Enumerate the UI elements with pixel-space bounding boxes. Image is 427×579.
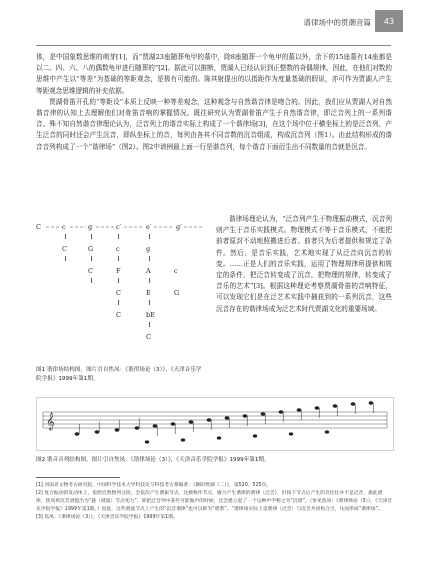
main-text	[36, 52, 392, 153]
staff-svg	[37, 398, 393, 450]
staff-lower-notes	[145, 430, 329, 443]
fig1-top-g: g	[88, 223, 93, 231]
fig1-r4-0: C	[116, 311, 121, 319]
right-paragraph: 谐律场理论认为，“泛音列产生于物理振动模式，沉音列则产生于音乐实践模式。物理模式不等于音乐模式，不能把前者原封不动地照搬进后者。前者只为后者提供和规定了条件。然后，是音乐实践，艺术地实现了从泛音向沉音的转变。……正是人们的音乐实践，运用了物理规律所提供和规定的条件，把泛音转变成了沉音，把物理的规律，转变成了音乐的艺术”[3]。根据这种理论考察贾湖骨笛的音响特征，可以发现它们是在泛艺术实践中捕获到的一系列沉音，这些沉音存在的谐律场成为泛艺术时代贾湖文化的重要场域。	[216, 215, 392, 313]
fig1-r1-0: C	[62, 245, 67, 253]
figure-1-lines	[36, 220, 211, 360]
fig1-r2-3: c	[174, 267, 178, 275]
footnote-1: [1] 河南省文物考古研究院、中国科学技术大学科技史与科技考古系编著：《舞阳贾湖（二）》，第520、525页。	[36, 483, 272, 488]
fig1-r3-0: C	[116, 289, 121, 297]
right-column-text	[216, 214, 392, 315]
fig1-top-g2: g′	[176, 223, 182, 231]
fig1-r5-0: C	[146, 333, 151, 341]
fig1-r3-2: G	[174, 289, 180, 297]
fig1-r1-2: c	[116, 245, 120, 253]
fig1-r2-0: C	[88, 267, 93, 275]
fig1-top-c1: C	[36, 223, 41, 231]
running-title: 谱律场中的贯潮音篇	[303, 18, 371, 27]
fig1-r1-3: g	[146, 245, 151, 253]
figure-2-caption: 图2 谐音音列结构图。图片引自焦凤：《谐律场论（3）》，《天津音乐学院学报》1999年第1期。	[36, 457, 270, 463]
paragraph-1: 体，是中国象数思维的萌芽[1]，而“贾湖23座随葬龟甲的墓中，除8座随葬一个龟甲的墓以外，余下的15座墓有14座都是以二、四、六、八的偶数龟甲进行随葬的”[2]。据此可以推断，贾湖人已经认识到正整数的奇偶规律。因此，在他们对数的思维中产生以“等差”为基础的等距观念，是极有可能的。陈其射提出的以指距作为度量基础的假说，亦可作为贾湖人产生等距观念思维逻辑的补充依据。	[36, 53, 392, 95]
fig1-top-c2: c	[62, 223, 66, 231]
staff-notes	[75, 401, 374, 435]
fig1-r4-1: bE	[146, 311, 155, 319]
header-rule	[36, 45, 391, 46]
fig1-r3-1: E	[146, 289, 151, 297]
figure-2-staff	[36, 397, 394, 451]
footnotes	[36, 482, 392, 522]
fig1-r2-1: F	[116, 267, 121, 275]
fig1-r2-2: A	[146, 267, 151, 275]
footnote-3: [3] 焦凤：《谐律场论（3）》，《天津音乐学院学报》1999年第1期。	[36, 515, 178, 520]
fig1-top-c3: c′	[116, 223, 122, 231]
figure-1-diagram	[36, 220, 211, 360]
fig1-r1-1: G	[88, 245, 94, 253]
figure-1-caption: 图1 谐律场结构图。图片引自焦凤：《谐律场论（3）》，《天津音乐学院学报》1999年第1期。	[36, 367, 202, 382]
footnote-2: [2] 复合振动的发动体上，依照自然数列分段，会依次产生谐振节点，这被称作节点，赓合产生谐律的谐律（泛音），但按下节点后产生的音往往并不是泛音，据此谐律，焦凤将沉音谱提出为“悬（谐波）节点死力”，即把泛音列中某些可能做声的时候，还会建立起了一个这种声学称之为“沉谐”，（参见焦凤：《谐律场论（3）》，《天津音乐学院学报》1999年第1期。）因此，这些谐波节点上产生的“沉音谐律”也可以称为“谐谐”。“谐律场实际上是谐律（泛音）与沉音共同构合合，从而形成“谐律场”。	[36, 491, 392, 512]
paragraph-2: 贾湖骨笛开孔的“等距设”本质上反映一种等差观念，这种观念与自然谐音律是吻合的。因此，我们应从贾湖人对自然谐音律的认知上去理解他们对骨笛音响的掌握情况。既往研究认为贾湖骨笛产生于自然谐音律，即泛音列上的一系列谐音。殊不知自然谐音律理论认为，泛音列上的谐音实际上构成了一个谐律场[3]，在这个场中位于横坐标上的是泛音列，产生泛音的同时还会产生沉音，即纵坐标上的音，每列由各其不同音数的沉音组成，构成沉音列（图1）。由此结构形成的谐音音列构成了一个“谐律场”（图2）。图2中谱例最上面一行是谐音列，每个谐音下面衍生出不同数量的音就是沉音。	[36, 97, 392, 151]
treble-clef-icon: 𝄞	[46, 412, 55, 430]
footnote-rule	[36, 477, 120, 478]
page-number-box: 43	[375, 10, 403, 32]
fig1-top-e: e′	[146, 223, 152, 231]
